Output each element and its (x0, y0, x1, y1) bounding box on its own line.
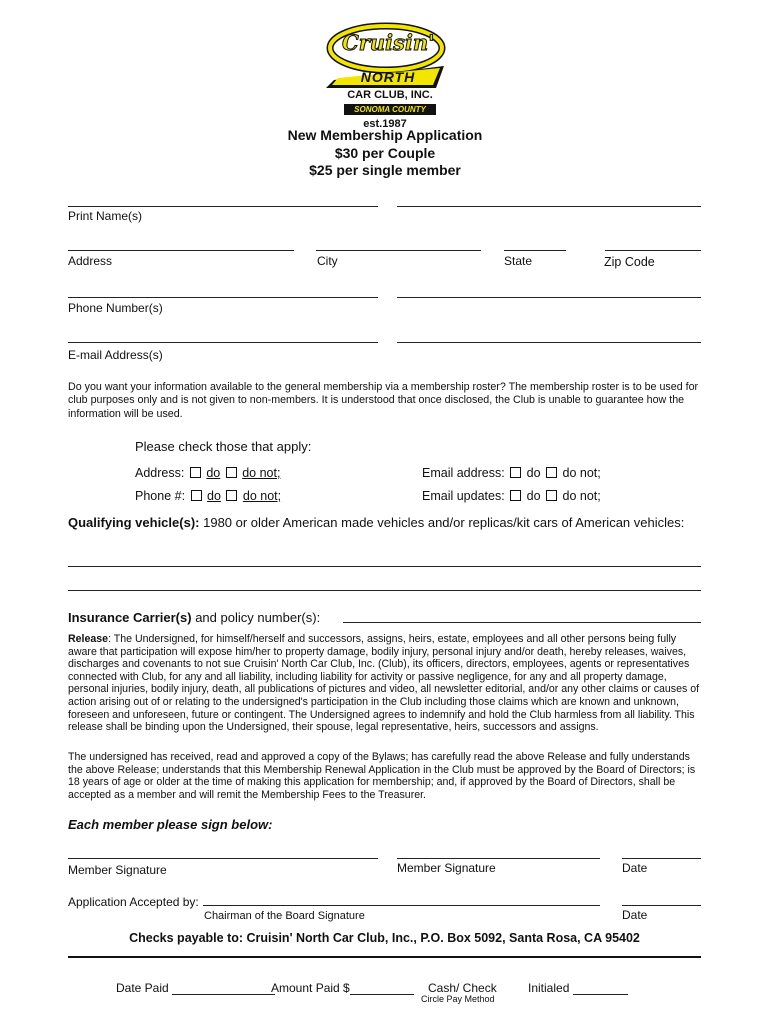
state-label: State (504, 254, 533, 268)
release-label: Release (68, 633, 109, 645)
page-title: New Membership Application (287, 127, 483, 143)
amount-paid (271, 981, 414, 995)
price-couple: $30 per Couple (334, 145, 436, 161)
accepted-by-label: Application Accepted by: (68, 895, 199, 909)
address-do-label: do (206, 466, 221, 480)
vehicle-line-1[interactable] (68, 566, 701, 567)
qualifying-text (68, 515, 688, 530)
checks-payable: Checks payable to: Cruisin' North Car Club, Inc., P.O. Box 5092, Santa Rosa, CA 95402 (129, 931, 640, 945)
phone-label: Phone Number(s) (68, 301, 163, 315)
print-names-label: Print Name(s) (68, 209, 143, 223)
date-paid-line[interactable] (172, 983, 275, 995)
email-address-check-label: Email address: (422, 466, 505, 480)
member-signature-line-2[interactable] (397, 858, 600, 859)
date-paid-label: Date Paid (116, 981, 169, 995)
logo-middle-text: NORTH (360, 69, 416, 85)
email-updates-do-checkbox[interactable] (510, 490, 521, 501)
email-address-do-checkbox[interactable] (510, 467, 521, 478)
email-updates-do-not-label: do not; (562, 489, 601, 503)
amount-paid-line[interactable] (350, 983, 414, 995)
date-label-1: Date (622, 861, 648, 875)
email-updates-check-label: Email updates: (422, 489, 505, 503)
logo-club-text: CAR CLUB, INC. (347, 89, 433, 101)
initialed-line[interactable] (573, 983, 628, 995)
email-updates-do-not-checkbox[interactable] (546, 490, 557, 501)
member-signature-line-1[interactable] (68, 858, 378, 859)
print-name-line-1[interactable] (68, 206, 378, 207)
phone-do-not-label: do not; (242, 489, 282, 503)
insurance-line[interactable] (343, 622, 701, 623)
phone-check-label: Phone #: (135, 489, 186, 503)
qualifying-description: 1980 or older American made vehicles and/or replicas/kit cars of American vehicles: (203, 515, 685, 530)
member-signature-label-1: Member Signature (68, 863, 167, 877)
address-line[interactable] (68, 250, 294, 251)
email-line-1[interactable] (68, 342, 378, 343)
date-line-2[interactable] (622, 905, 701, 906)
date-paid (116, 981, 275, 995)
address-do-not-label: do not; (242, 466, 281, 480)
address-check-label: Address: (135, 466, 185, 480)
member-signature-label-2: Member Signature (397, 861, 496, 875)
release-text (68, 633, 706, 734)
price-single: $25 per single member (309, 162, 461, 178)
address-check-row (135, 466, 280, 480)
date-line-1[interactable] (622, 858, 701, 859)
vehicle-line-2[interactable] (68, 590, 701, 591)
insurance-description: and policy number(s): (195, 610, 321, 625)
cash-check-label: Cash/ Check (428, 981, 497, 995)
state-line[interactable] (504, 250, 566, 251)
email-address-do-not-label: do not; (562, 466, 601, 480)
email-label: E-mail Address(s) (68, 348, 163, 362)
phone-do-checkbox[interactable] (191, 490, 202, 501)
email-updates-check-row (422, 489, 601, 503)
date-label-2: Date (622, 908, 648, 922)
sign-heading: Each member please sign below: (68, 817, 273, 832)
chairman-label: Chairman of the Board Signature (204, 910, 365, 922)
logo-county-text: SONOMA COUNTY (354, 105, 426, 114)
logo-top-text: Cruisin' (342, 30, 435, 55)
address-do-not-checkbox[interactable] (226, 467, 237, 478)
insurance-row (68, 610, 320, 625)
amount-paid-label: Amount Paid $ (271, 981, 350, 995)
footer-divider (68, 956, 701, 958)
est-year: est.1987 (363, 118, 407, 130)
phone-line-1[interactable] (68, 297, 378, 298)
city-line[interactable] (316, 250, 481, 251)
chairman-signature-line[interactable] (203, 905, 600, 906)
roster-text: Do you want your information available to the general membership via a membership roster? The membership roster is to be used for club purposes only and is not given to non-members. It is understood that once disclosed, the Club is unable to guarantee how the information will be used. (68, 381, 699, 420)
insurance-label: Insurance Carrier(s) (68, 610, 192, 625)
circle-pay-method: Circle Pay Method (421, 994, 495, 1004)
club-logo (312, 18, 462, 118)
phone-line-2[interactable] (397, 297, 701, 298)
initialed (528, 981, 628, 995)
email-address-do-label: do (526, 466, 541, 480)
address-label: Address (68, 254, 113, 268)
city-label: City (317, 254, 338, 268)
phone-check-row (135, 489, 281, 503)
email-address-do-not-checkbox[interactable] (546, 467, 557, 478)
phone-do-not-checkbox[interactable] (226, 490, 237, 501)
release-body: : The Undersigned, for himself/herself and successors, assigns, heirs, estate, employees and all other persons being fully aware that participation will expose him/her to property damage, bodily injury, personal injury and/or death, hereby releases, waives, discharges and covenants to not sue Cruisin' North Car Club, Inc. (Club), its officers, directors, employees, agents or representatives connected with Club, for any and all liability, including liability for activity or passive negligence, for any and all property damage, personal injuries, bodily injury, death, all publications of pictures and video, all newsletter editorial, and/or any other claims or causes of action arising out of or relating to the undersigned's participation in the Club including those claims which are known and unknown, foreseen and unforeseen, future or contingent. The Undersigned agrees to indemnify and hold the Club harmless from all liability. This release shall be binding upon the Undersigned, their spouse, legal representative, heirs, successors and assigns. (68, 633, 700, 734)
email-updates-do-label: do (526, 489, 541, 503)
bylaws-text: The undersigned has received, read and approved a copy of the Bylaws; has carefully read the above Release and fully understands the above Release; understands that this Membership Renewal Application in the Club must be approved by the Board of Directors; is 18 years of age or older at the time of making this application for membership; and, if approved by the Board of Directors, shall be accepted as a member and will remit the Membership Fees to the Treasurer. (68, 751, 696, 801)
email-line-2[interactable] (397, 342, 701, 343)
qualifying-label: Qualifying vehicle(s): (68, 515, 200, 530)
initialed-label: Initialed (528, 981, 570, 995)
zip-line[interactable] (605, 250, 701, 251)
address-do-checkbox[interactable] (190, 467, 201, 478)
print-name-line-2[interactable] (397, 206, 701, 207)
email-address-check-row (422, 466, 601, 480)
zip-label: Zip Code (604, 255, 655, 269)
phone-do-label: do (207, 489, 221, 503)
check-heading: Please check those that apply: (135, 439, 312, 454)
